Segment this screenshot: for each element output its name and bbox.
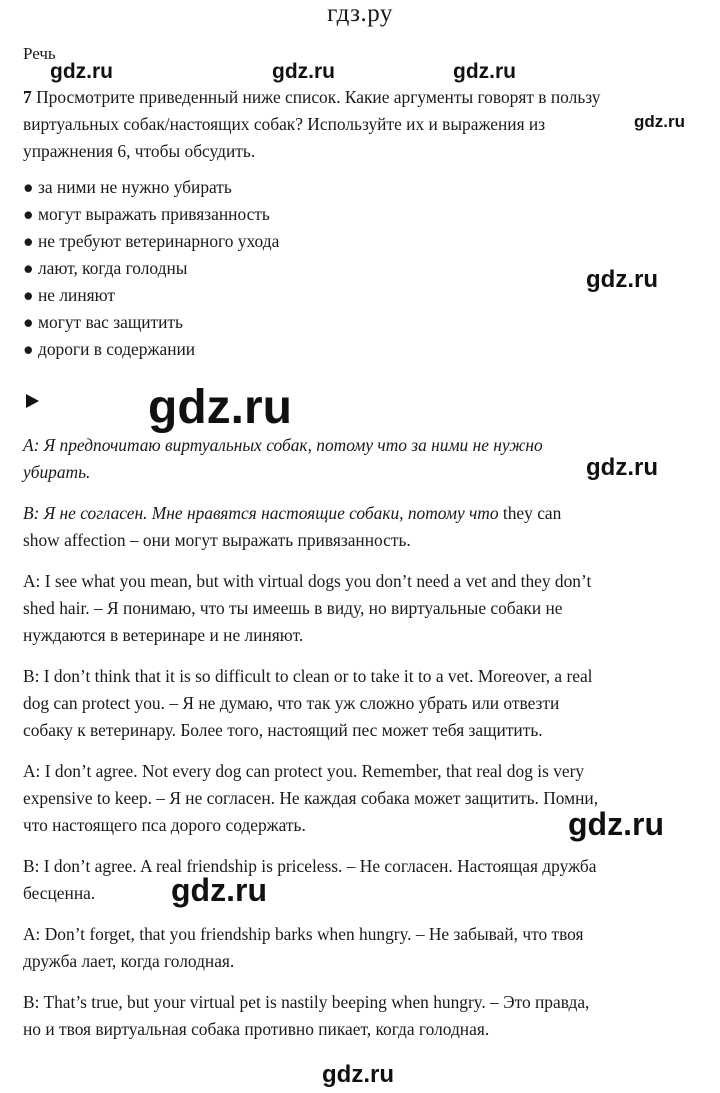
list-item: ● лают, когда голодны (23, 255, 279, 282)
play-arrow-icon (26, 394, 39, 408)
list-item: ● не линяют (23, 282, 279, 309)
dialogue-a3-line3: что настоящего пса дорого содержать. (23, 815, 306, 835)
bullet-icon: ● (23, 339, 34, 359)
list-item: ● дороги в содержании (23, 336, 279, 363)
bullet-icon: ● (23, 177, 34, 197)
bullet-icon: ● (23, 285, 34, 305)
dialogue-b2-line3: собаку к ветеринару. Более того, настоящий пес может тебя защитить. (23, 720, 543, 740)
dialogue-b1-line2: show affection – они могут выражать привязанность. (23, 530, 411, 550)
dialogue-b4-line2: но и твоя виртуальная собака противно пикает, когда голодная. (23, 1019, 490, 1039)
site-header: гдз.ру (327, 0, 393, 27)
dialogue-b1-line1: B: Я не согласен. Мне нравятся настоящие собаки, потому что they can (23, 503, 562, 523)
watermark: gdz.ru (568, 806, 664, 842)
watermark: gdz.ru (50, 60, 113, 83)
dialogue-a4-line2: дружба лает, когда голодная. (23, 951, 235, 971)
argument-list (23, 174, 279, 363)
dialogue-a1-line2: убирать. (23, 462, 91, 482)
dialogue-b3-line2: бесценна. (23, 883, 96, 903)
section-label: Речь (23, 44, 56, 63)
bullet-icon: ● (23, 312, 34, 332)
list-item: ● могут вас защитить (23, 309, 279, 336)
task-line-2: виртуальных собак/настоящих собак? Используйте их и выражения из (23, 114, 546, 134)
watermark: gdz.ru (586, 454, 658, 481)
bullet-icon: ● (23, 204, 34, 224)
watermark: gdz.ru (634, 112, 685, 131)
list-item: ● не требуют ветеринарного ухода (23, 228, 279, 255)
watermark: gdz.ru (272, 60, 335, 83)
bullet-icon: ● (23, 258, 34, 278)
watermark: gdz.ru (453, 60, 516, 83)
dialogue-a4-line1: A: Don’t forget, that you friendship barks when hungry. – Не забывай, что твоя (23, 924, 584, 944)
dialogue-a2-line2: shed hair. – Я понимаю, что ты имеешь в виду, но виртуальные собаки не (23, 598, 563, 618)
dialogue-a2-line1: A: I see what you mean, but with virtual dogs you don’t need a vet and they don’t (23, 571, 592, 591)
dialogue-a3-line2: expensive to keep. – Я не согласен. Не каждая собака может защитить. Помни, (23, 788, 599, 808)
watermark: gdz.ru (171, 872, 267, 908)
list-item: ● за ними не нужно убирать (23, 174, 279, 201)
list-item: ● могут выражать привязанность (23, 201, 279, 228)
task-line-1 (23, 84, 699, 111)
dialogue-a1-line1: A: Я предпочитаю виртуальных собак, потому что за ними не нужно (23, 435, 543, 455)
dialogue-b3-line1: B: I don’t agree. A real friendship is priceless. – Не согласен. Настоящая дружба (23, 856, 597, 876)
bullet-icon: ● (23, 231, 34, 251)
task-text-1: Просмотрите приведенный ниже список. Какие аргументы говорят в пользу (36, 87, 601, 107)
dialogue-a2-line3: нуждаются в ветеринаре и не линяют. (23, 625, 304, 645)
dialogue-b2-line1: B: I don’t think that it is so difficult to clean or to take it to a vet. Moreover, a real (23, 666, 593, 686)
task-number: 7 (23, 87, 32, 107)
task-line-3: упражнения 6, чтобы обсудить. (23, 141, 256, 161)
watermark: gdz.ru (322, 1061, 394, 1088)
dialogue-b4-line1: B: That’s true, but your virtual pet is nastily beeping when hungry. – Это правда, (23, 992, 590, 1012)
dialogue-a3-line1: A: I don’t agree. Not every dog can protect you. Remember, that real dog is very (23, 761, 585, 781)
watermark: gdz.ru (148, 381, 292, 434)
dialogue-b2-line2: dog can protect you. – Я не думаю, что так уж сложно убрать или отвезти (23, 693, 560, 713)
watermark: gdz.ru (586, 266, 658, 293)
